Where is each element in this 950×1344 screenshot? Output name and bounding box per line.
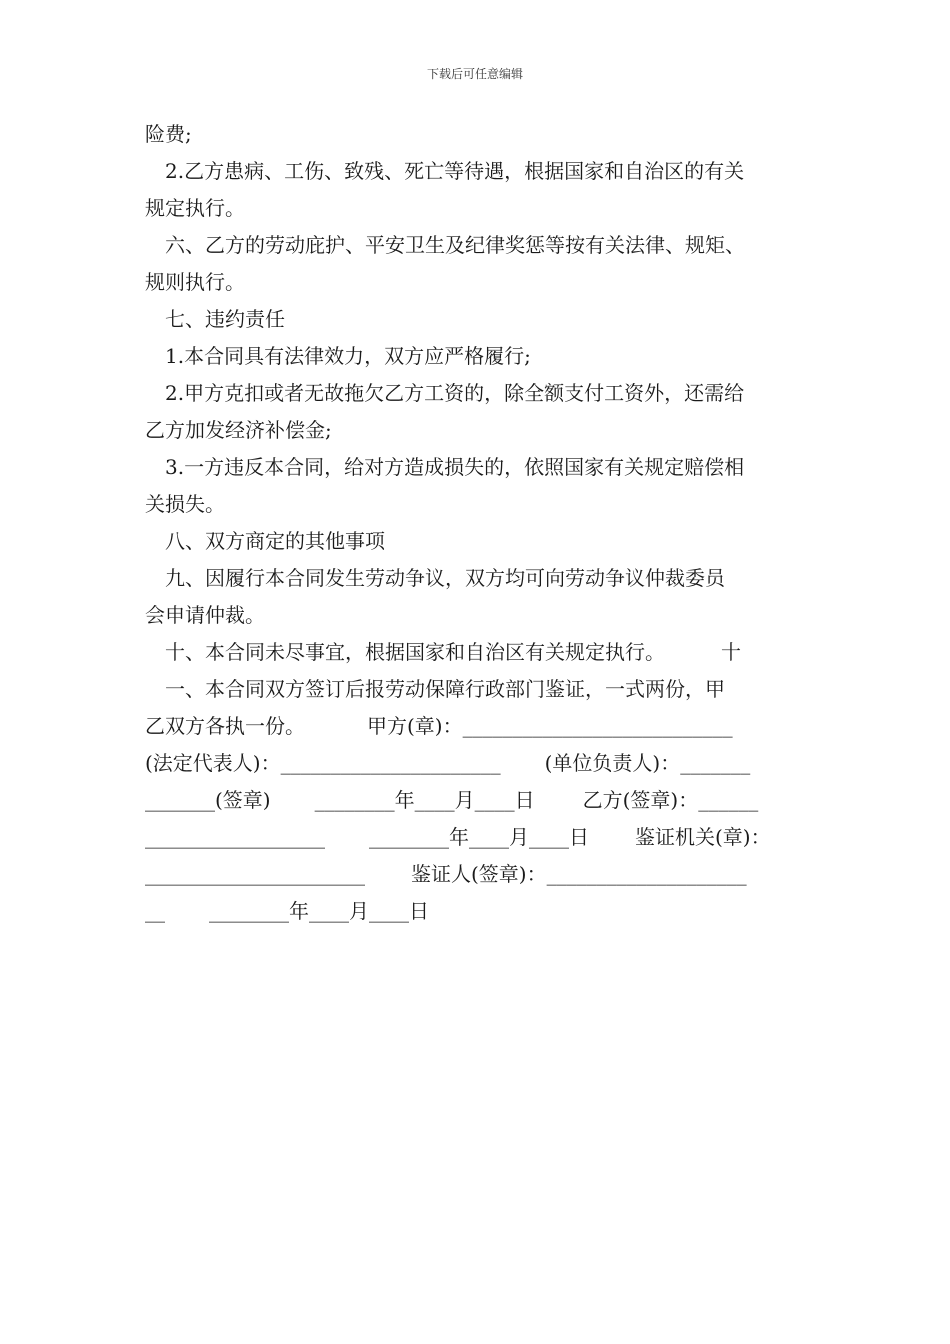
text-line: 六、乙方的劳动庇护、平安卫生及纪律奖惩等按有关法律、规矩、 <box>165 233 745 257</box>
text-line: 2.甲方克扣或者无故拖欠乙方工资的，除全额支付工资外，还需给 <box>165 381 745 405</box>
signature-line: _______(签章) ________年____月____日 乙方(签章)：______ <box>145 788 759 812</box>
document-body <box>145 116 825 930</box>
text-line: 会申请仲裁。 <box>145 603 265 627</box>
signature-line: 乙双方各执一份。 甲方(章)：___________________________ <box>145 714 733 738</box>
text-line: 八、双方商定的其他事项 <box>165 529 385 553</box>
text-line: 一、本合同双方签订后报劳动保障行政部门鉴证，一式两份，甲 <box>165 677 725 701</box>
signature-line: __________________ ________年____月____日 鉴证机关(章)： <box>145 825 771 849</box>
text-line: 十、本合同未尽事宜，根据国家和自治区有关规定执行。 十 <box>165 640 741 664</box>
text-line: 2.乙方患病、工伤、致残、死亡等待遇，根据国家和自治区的有关 <box>165 159 745 183</box>
text-line: 关损失。 <box>145 492 225 516</box>
page-header: 下载后可任意编辑 <box>426 67 523 81</box>
text-line: 规定执行。 <box>145 196 245 220</box>
text-line: 1.本合同具有法律效力，双方应严格履行; <box>165 344 531 368</box>
text-line: 3.一方违反本合同，给对方造成损失的，依照国家有关规定赔偿相 <box>165 455 745 479</box>
signature-line: __ ________年____月____日 <box>145 899 429 923</box>
signature-line: (法定代表人)：______________________ (单位负责人)：_______ <box>145 751 751 775</box>
text-line: 七、违约责任 <box>165 307 285 331</box>
signature-line: ______________________ 鉴证人(签章)：____________________ <box>145 862 747 886</box>
text-line: 九、因履行本合同发生劳动争议，双方均可向劳动争议仲裁委员 <box>165 566 725 590</box>
text-line: 规则执行。 <box>145 270 245 294</box>
text-line: 险费; <box>145 122 192 146</box>
text-line: 乙方加发经济补偿金; <box>145 418 332 442</box>
